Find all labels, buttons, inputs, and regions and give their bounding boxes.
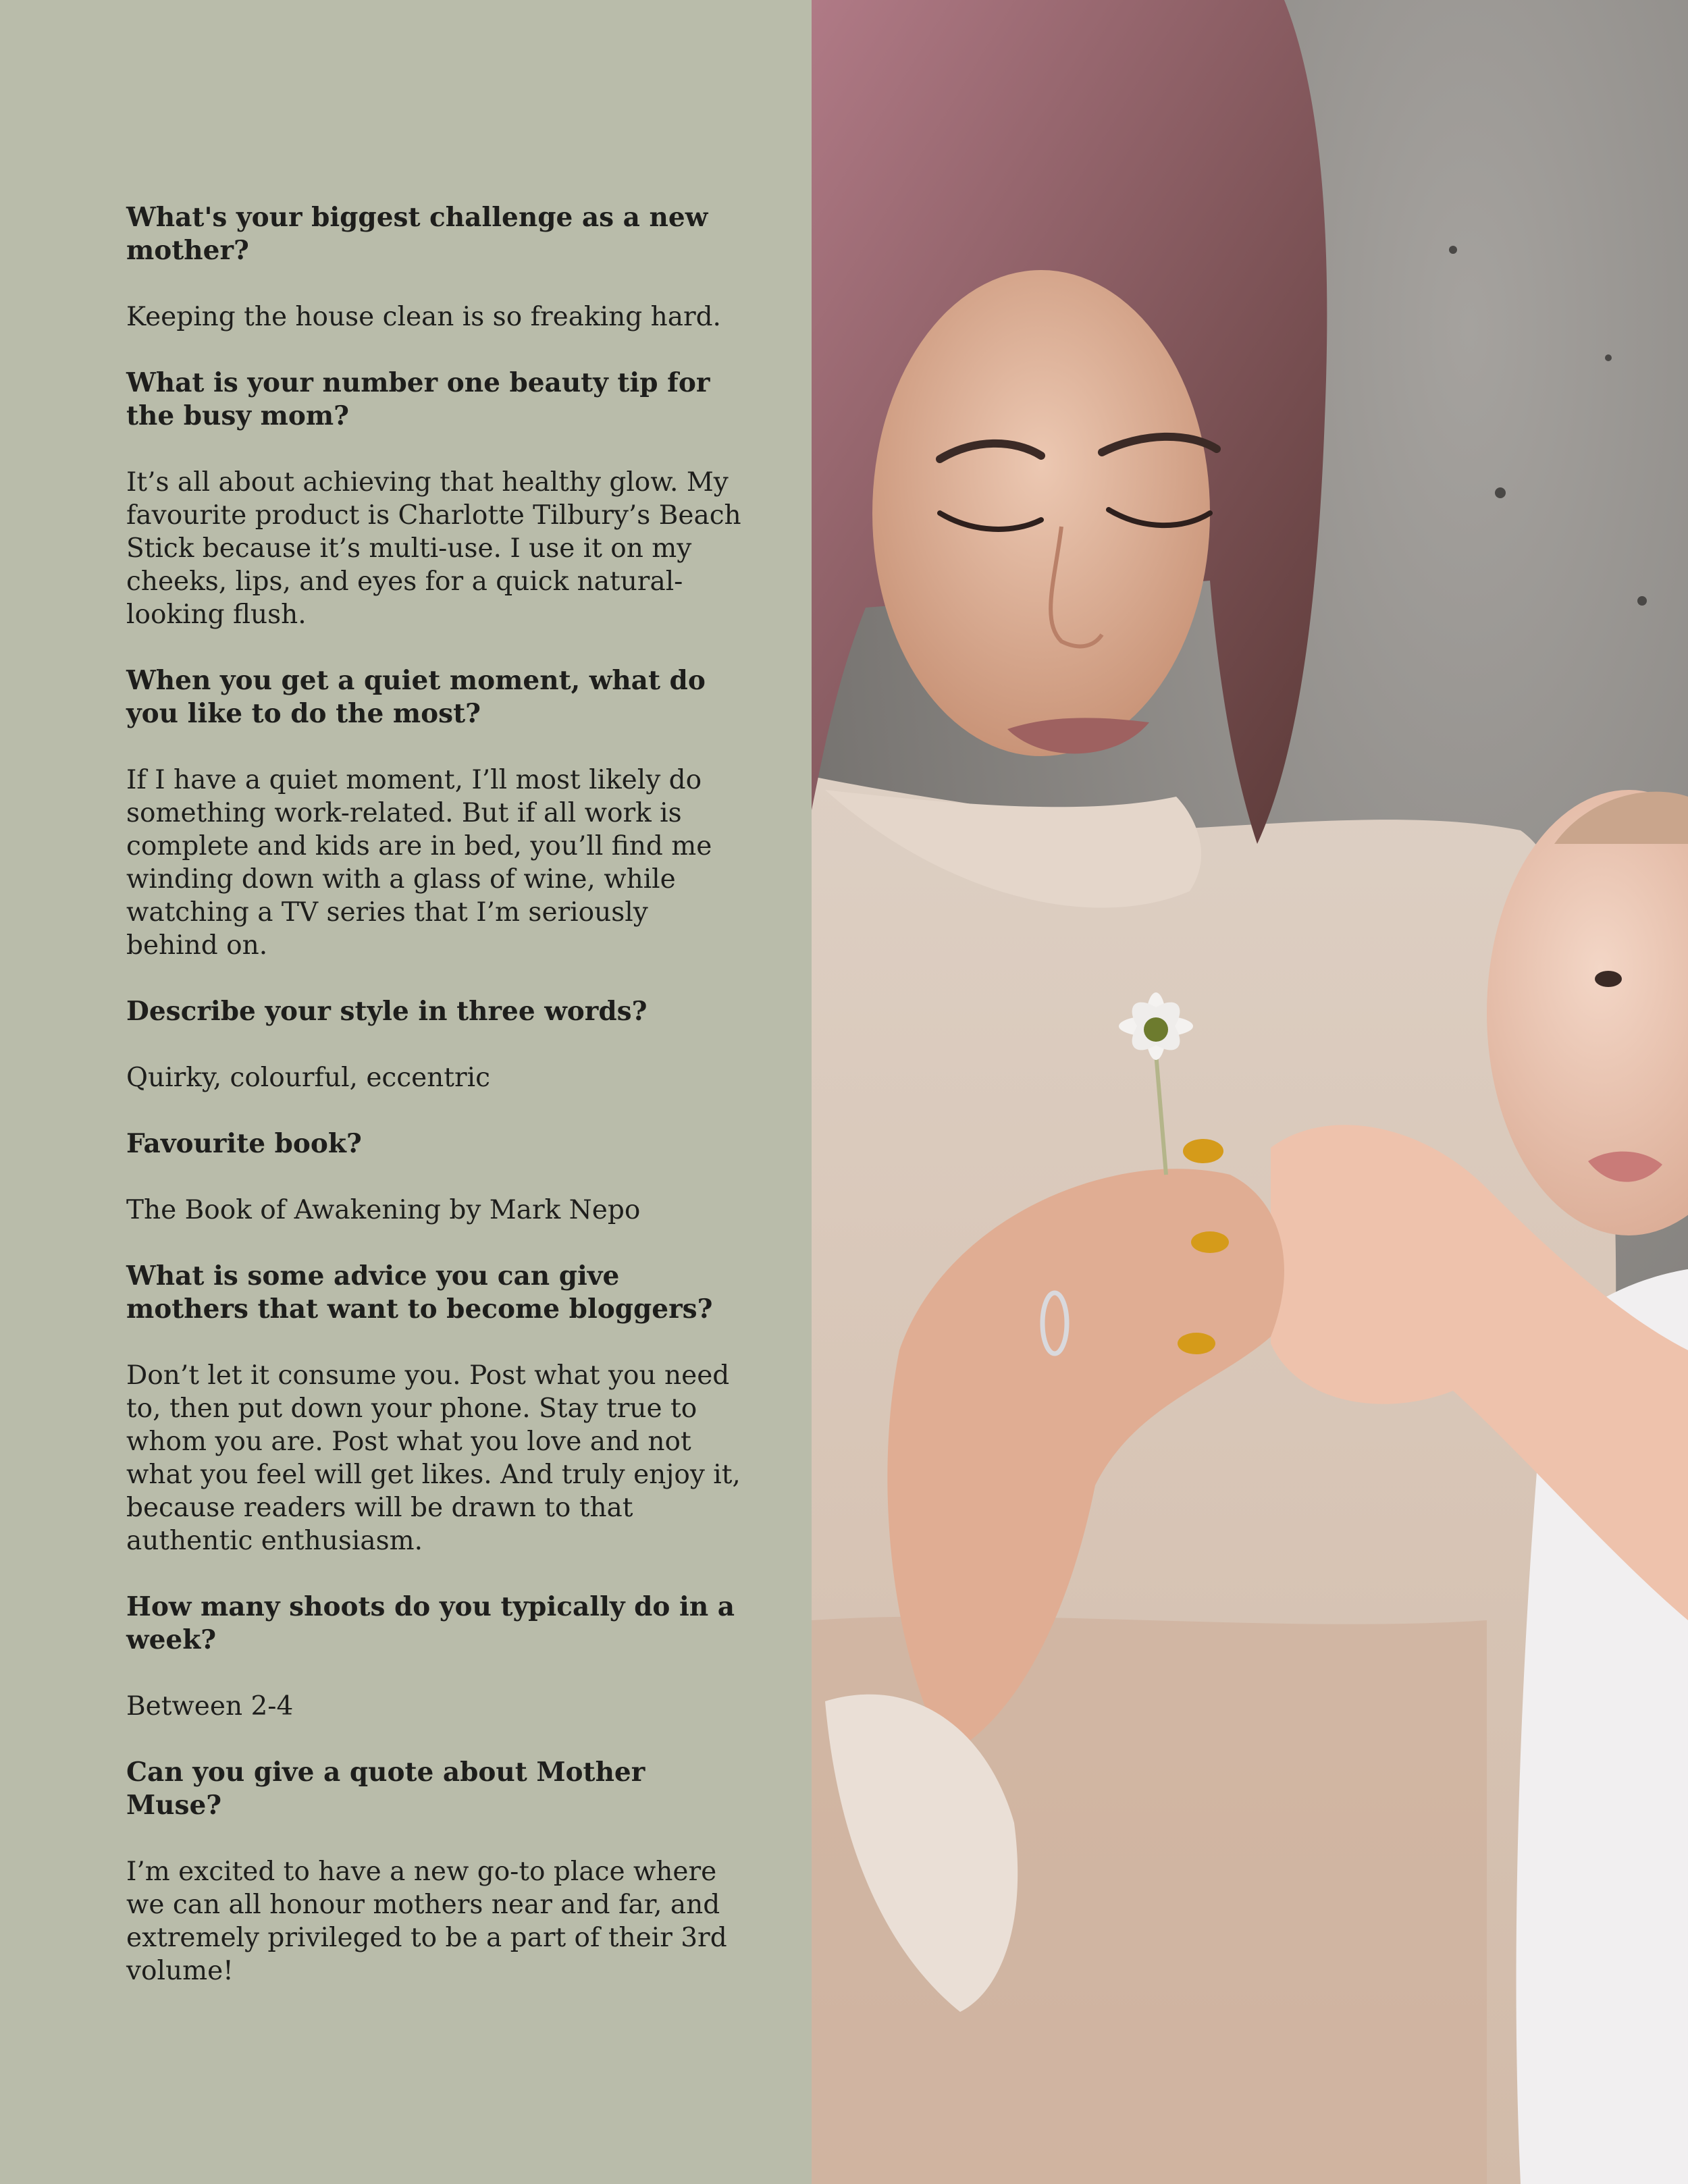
interview-panel bbox=[0, 0, 812, 2184]
question-3: When you get a quiet moment, what do you like to do the most? bbox=[126, 665, 706, 729]
mother-and-baby-photo bbox=[812, 0, 1688, 2184]
answer-5: The Book of Awakening by Mark Nepo bbox=[126, 1195, 641, 1225]
mother-face bbox=[872, 270, 1210, 756]
question-1: What's your biggest challenge as a new mother? bbox=[126, 202, 708, 266]
question-7: How many shoots do you typically do in a week? bbox=[126, 1591, 735, 1655]
photo-illustration bbox=[812, 0, 1688, 2184]
question-2: What is your number one beauty tip for the busy mom? bbox=[126, 367, 710, 431]
answer-8: I’m excited to have a new go-to place where we can all honour mothers near and far, and extremely privileged to be a part of their 3rd volume! bbox=[126, 1857, 727, 1986]
answer-4: Quirky, colourful, eccentric bbox=[126, 1063, 490, 1093]
question-4: Describe your style in three words? bbox=[126, 996, 648, 1027]
question-5: Favourite book? bbox=[126, 1128, 362, 1159]
answer-7: Between 2-4 bbox=[126, 1691, 294, 1722]
answer-2: It’s all about achieving that healthy glow. My favourite product is Charlotte Tilbury’s Beach Stick because it’s multi-use. I use it on my cheeks, lips, and eyes for a quick natural-looking flush. bbox=[126, 467, 741, 630]
answer-3: If I have a quiet moment, I’ll most likely do something work-related. But if all work is complete and kids are in bed, you’ll find me winding down with a glass of wine, while watching a TV series that I’m seriously behind on. bbox=[126, 765, 712, 961]
answer-1: Keeping the house clean is so freaking hard. bbox=[126, 302, 721, 332]
answer-6: Don’t let it consume you. Post what you need to, then put down your phone. Stay true to whom you are. Post what you love and not what you feel will get likes. And truly enjoy it, because readers will be drawn to that authentic enthusiasm. bbox=[126, 1360, 741, 1556]
question-8: Can you give a quote about Mother Muse? bbox=[126, 1757, 645, 1821]
question-6: What is some advice you can give mothers that want to become bloggers? bbox=[126, 1260, 713, 1325]
qa-column bbox=[126, 201, 744, 2021]
